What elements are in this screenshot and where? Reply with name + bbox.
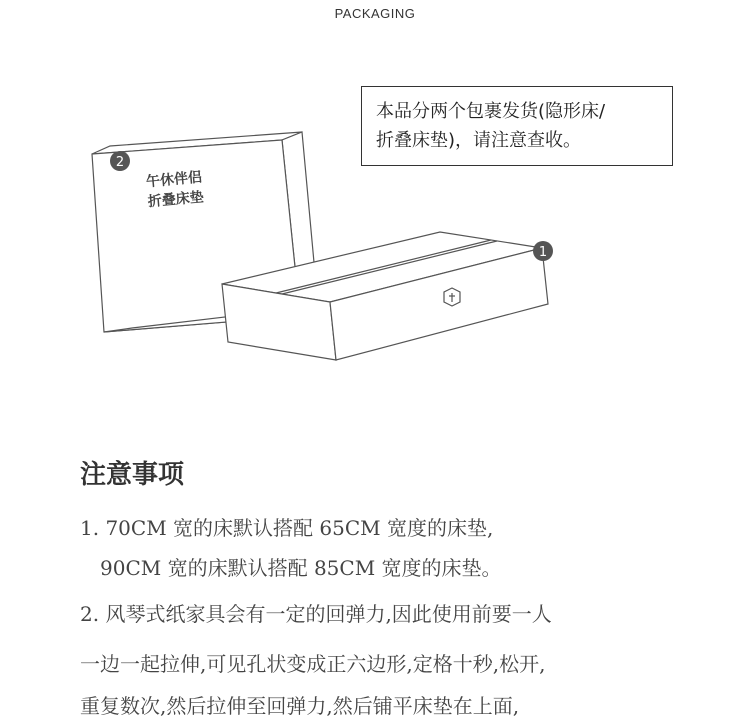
note-item1-line1: 1. 70CM 宽的床默认搭配 65CM 宽度的床垫, — [80, 516, 494, 540]
note-item1-line2: 90CM 宽的床默认搭配 85CM 宽度的床垫。 — [100, 556, 502, 580]
callout-line2: 折叠床垫)，请注意查收。 — [376, 130, 582, 151]
badge-1 — [533, 241, 553, 261]
box-label-line2: 折叠床垫 — [147, 189, 205, 211]
svg-text:1: 1 — [538, 245, 548, 260]
notes-title: 注意事项 — [80, 460, 185, 490]
logo-emblem-icon — [444, 288, 460, 306]
badge-2 — [110, 151, 130, 171]
note-item2-line2: 一边一起拉伸,可见孔状变成正六边形,定格十秒,松开, — [80, 652, 546, 676]
page-header: PACKAGING — [334, 6, 416, 21]
box-label-line1: 午休伴侣 — [145, 169, 203, 191]
note-item2-line1: 2. 风琴式纸家具会有一定的回弹力,因此使用前要一人 — [80, 602, 552, 626]
svg-text:2: 2 — [115, 155, 125, 170]
shipping-callout — [361, 86, 673, 166]
note-item2-line3: 重复数次,然后拉伸至回弹力,然后铺平床垫在上面, — [80, 694, 520, 718]
callout-line1: 本品分两个包裹发货(隐形床/ — [376, 101, 606, 122]
